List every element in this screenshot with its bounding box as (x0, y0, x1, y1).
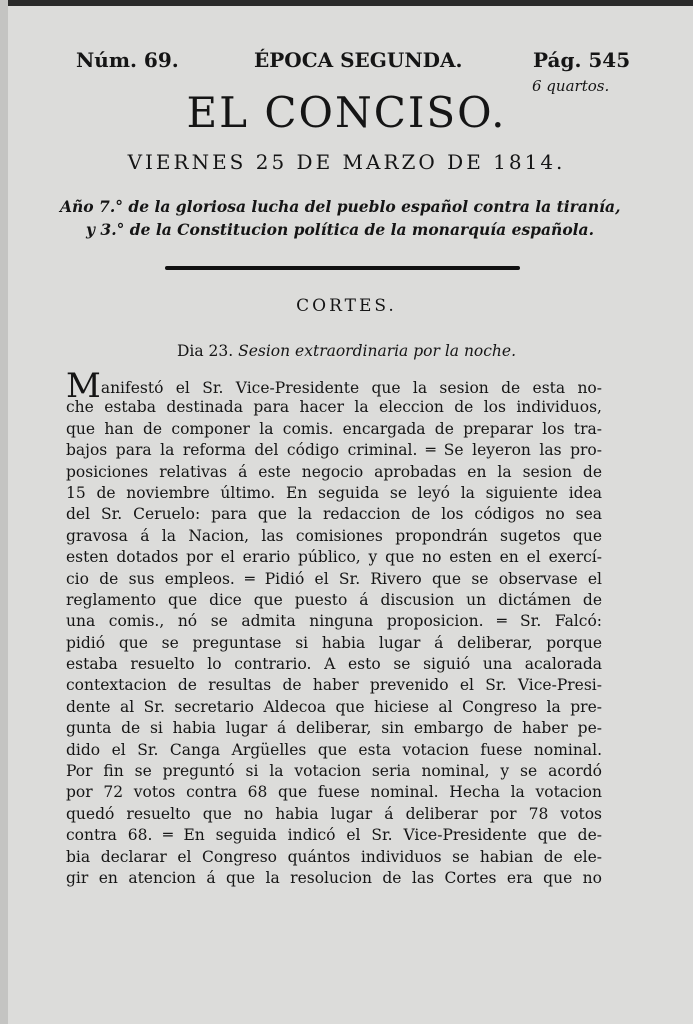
session-day: Dia 23. (176, 342, 234, 360)
article-line: gravosa á la Nacion, las comisiones propondrán sugetos que (66, 526, 602, 545)
article-line: del Sr. Ceruelo: para que la redaccion de los códigos no sea (66, 505, 602, 524)
article-line: que han de componer la comis. encargada de preparar los tra- (66, 419, 602, 438)
article-line: dente al Sr. secretario Aldecoa que hiciese al Congreso la pre- (66, 697, 602, 716)
article-line: gir en atencion á que la resolucion de las Cortes era que no (66, 868, 602, 887)
article-line: cio de sus empleos. ═ Pidió el Sr. Rivero que se observase el (66, 569, 602, 588)
article-line: dido el Sr. Canga Argüelles que esta votacion fuese nominal. (66, 740, 602, 759)
masthead-title: EL CONCISO. (186, 88, 507, 137)
motto-line: y 3.° de la Constitucion política de la monarquía española. (86, 220, 594, 239)
session-title: Sesion extraordinaria por la noche. (238, 342, 517, 360)
issue-number: Núm. 69. (76, 48, 179, 72)
article-line: gunta de si habia lugar á deliberar, sin embargo de haber pe- (66, 719, 602, 738)
article-line: bajos para la reforma del código criminal. ═ Se leyeron las pro- (66, 441, 602, 460)
article-line: bia declarar el Congreso quántos individuos se habian de ele- (66, 847, 602, 866)
scan-top-border (0, 0, 693, 6)
article-first-line (66, 366, 602, 406)
article-line: 15 de noviembre último. En seguida se leyó la siguiente idea (66, 483, 602, 502)
article-body (66, 366, 602, 889)
article-line: estaba resuelto lo contrario. A esto se siguió una acalorada (66, 655, 602, 674)
page-number: Pág. 545 (533, 48, 631, 72)
article-line: quedó resuelto que no habia lugar á deliberar por 78 votos (66, 804, 602, 823)
article-line: esten dotados por el erario público, y que no esten en el exercí- (66, 548, 602, 567)
article-line: reglamento que dice que puesto á discusion un dictámen de (66, 590, 602, 609)
separator-rule (165, 266, 520, 270)
article-line: pidió que se preguntase si habia lugar á deliberar, porque (66, 633, 602, 652)
drop-cap: M (66, 366, 101, 406)
price: 6 quartos. (532, 77, 610, 95)
series-label: ÉPOCA SEGUNDA. (254, 48, 463, 72)
section-title: CORTES. (296, 296, 397, 316)
article-line: contra 68. ═ En seguida indicó el Sr. Vice-Presidente que de- (66, 826, 602, 845)
dateline: VIERNES 25 DE MARZO DE 1814. (127, 150, 566, 174)
article-line: Por fin se preguntó si la votacion seria nominal, y se acordó (66, 762, 602, 781)
article-line: che estaba destinada para hacer la eleccion de los individuos, (66, 398, 602, 417)
session-heading (0, 342, 693, 360)
motto-line: Año 7.° de la gloriosa lucha del pueblo español contra la tiranía, (60, 197, 621, 216)
article-line: posiciones relativas á este negocio aprobadas en la sesion de (66, 462, 602, 481)
article-line: una comis., nó se admita ninguna proposicion. ═ Sr. Falcó: (66, 612, 602, 631)
article-line: contextacion de resultas de haber prevenido el Sr. Vice-Presi- (66, 676, 602, 695)
first-line-text: anifestó el Sr. Vice-Presidente que la sesion de esta no- (100, 379, 602, 397)
article-line: por 72 votos contra 68 que fuese nominal. Hecha la votacion (66, 783, 602, 802)
